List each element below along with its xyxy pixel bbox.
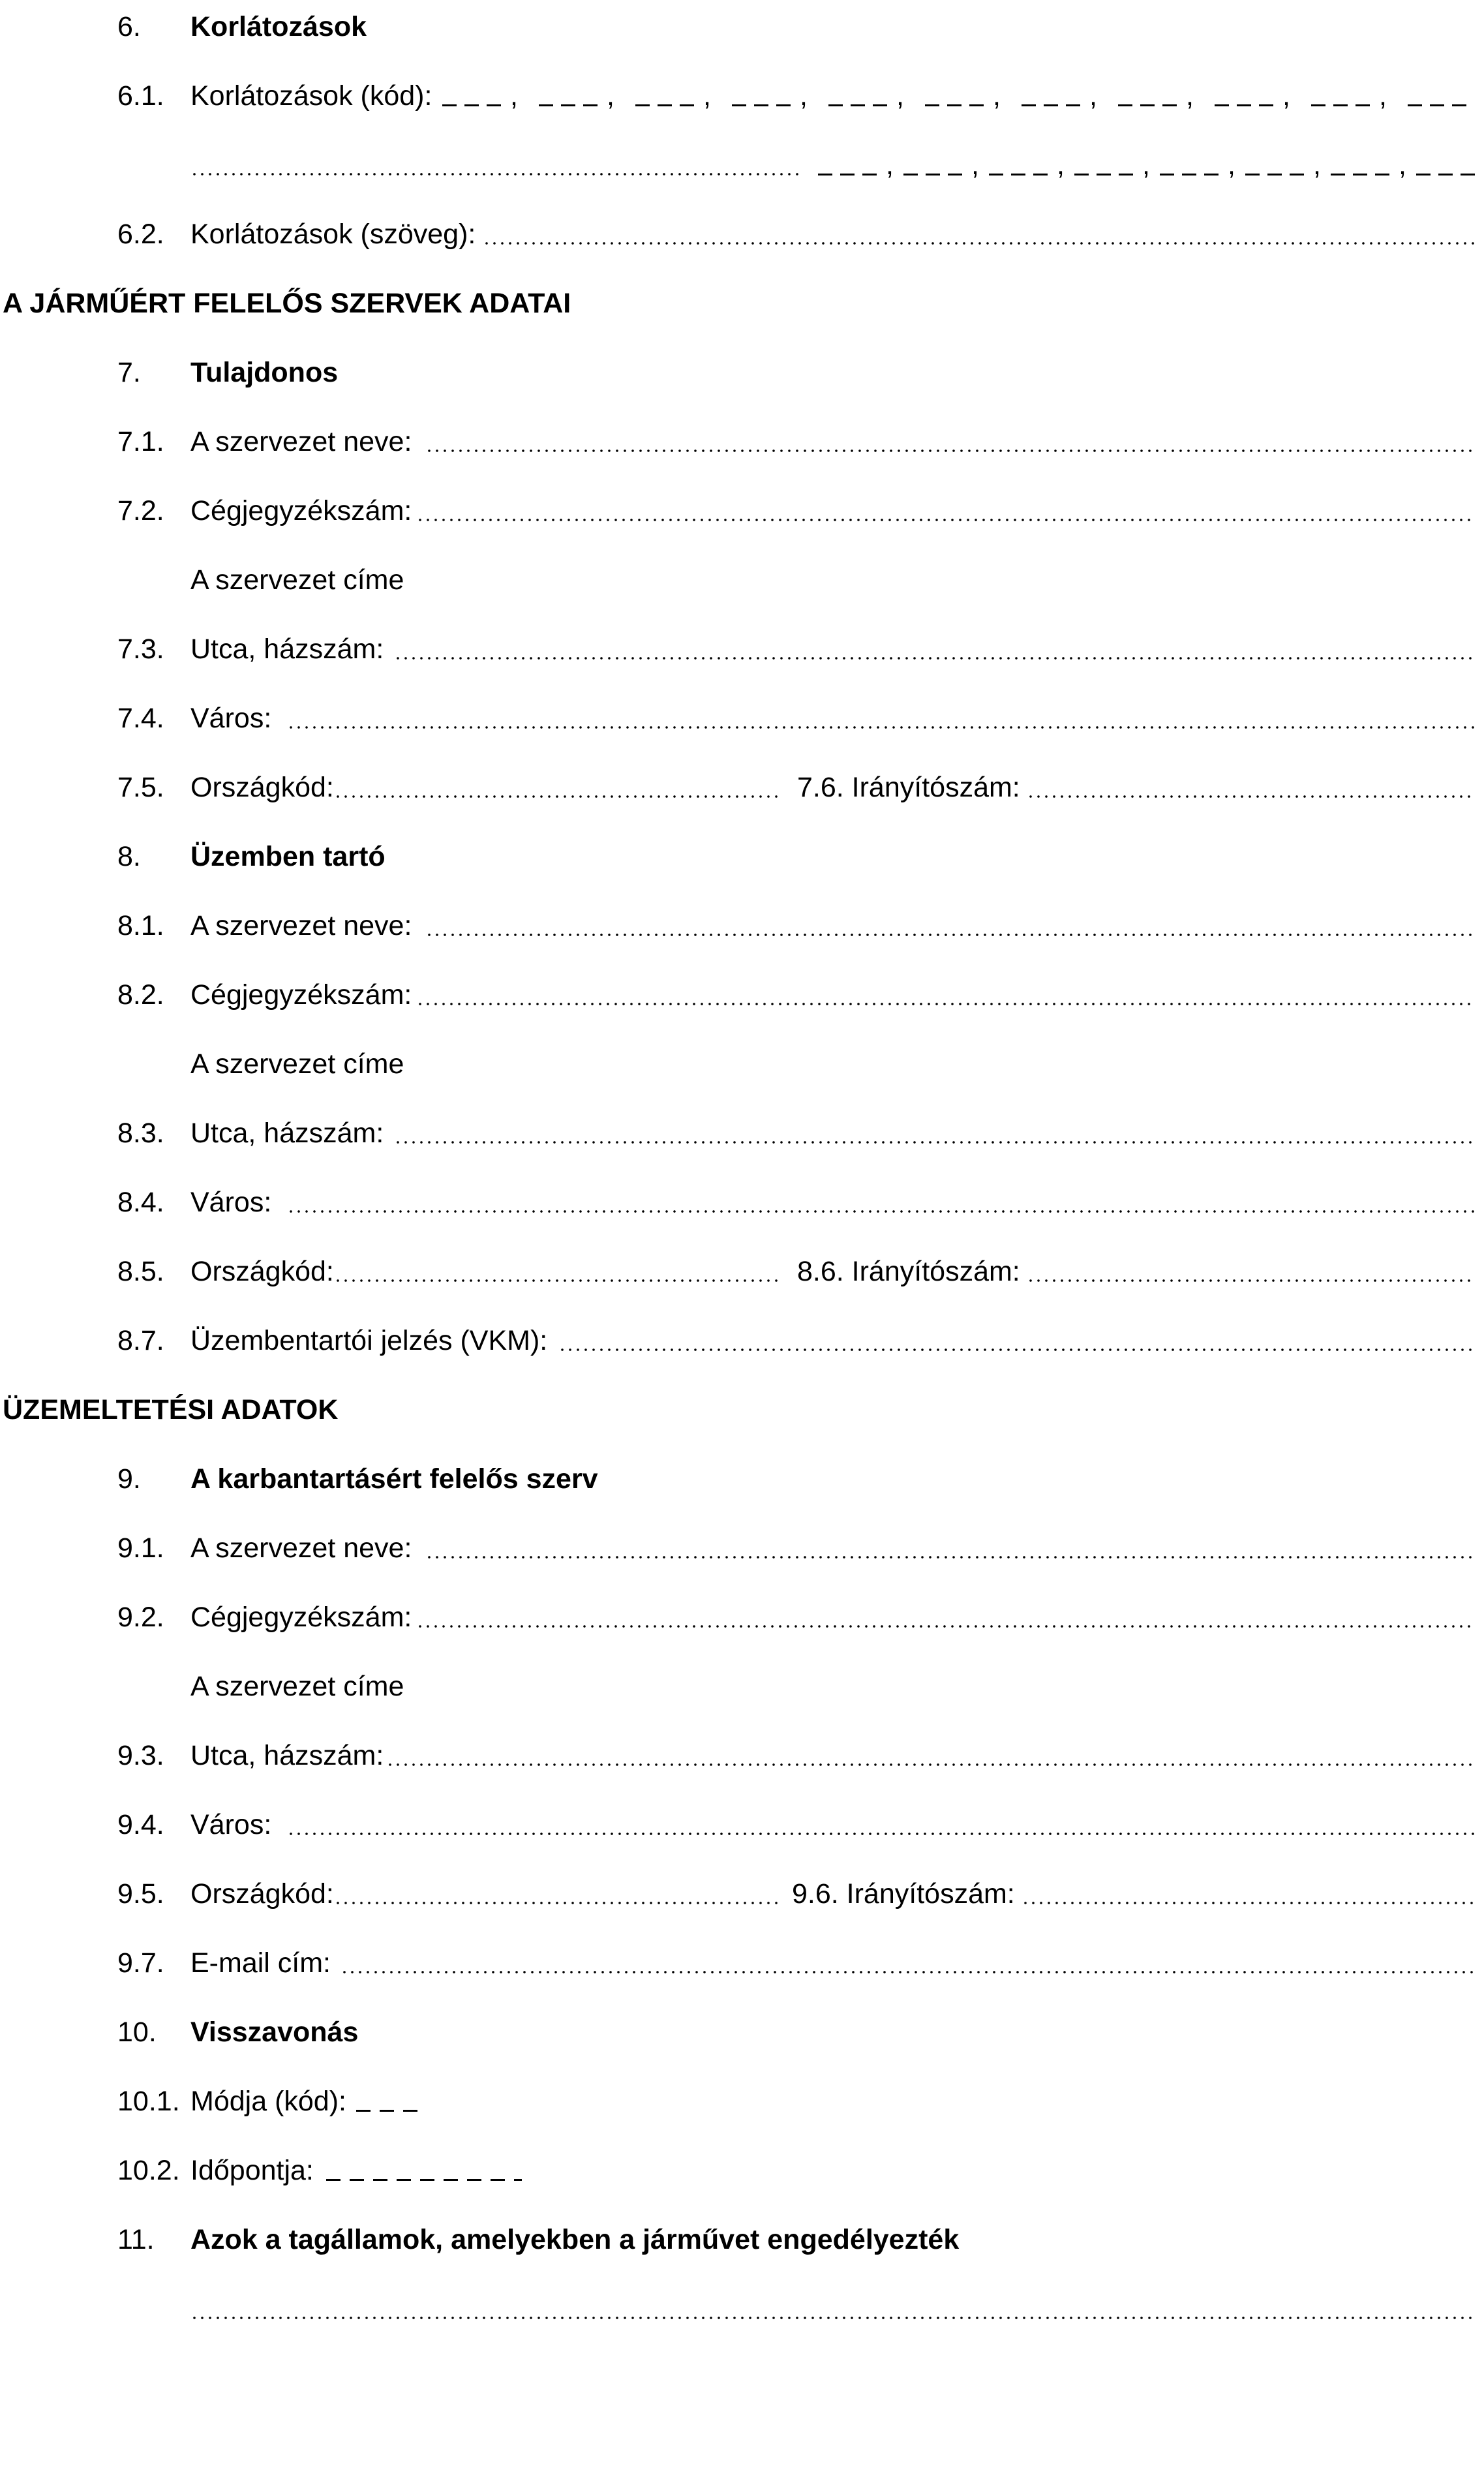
field-number: 8.4. <box>117 1187 164 1218</box>
section-heading-responsible-bodies <box>0 282 1484 325</box>
section-title: Tulajdonos <box>190 357 339 388</box>
field-8-2 <box>0 973 1484 1016</box>
field-label: 7.6. Irányítószám: <box>797 772 1020 803</box>
field-9-7 <box>0 1941 1484 1985</box>
section-number: 7. <box>117 357 141 388</box>
field-number: 8.2. <box>117 979 164 1011</box>
section-title: Azok a tagállamok, amelyekben a járművet engedélyezték <box>190 2224 960 2255</box>
field-number: 7.2. <box>117 495 164 526</box>
section-11-header <box>0 2218 1484 2261</box>
date-entry-dashes[interactable] <box>326 2179 522 2181</box>
field-10-2 <box>0 2149 1484 2192</box>
dotted-fill-line[interactable] <box>287 725 1474 729</box>
code-entry-dashes[interactable] <box>356 2110 423 2112</box>
field-label: 8.6. Irányítószám: <box>797 1256 1020 1287</box>
field-label: A szervezet neve: <box>190 1532 412 1564</box>
field-label: Utca, házszám: <box>190 1118 384 1149</box>
field-number: 9.2. <box>117 1602 164 1633</box>
field-label: A szervezet neve: <box>190 426 412 457</box>
field-label: Korlátozások (szöveg): <box>190 219 476 250</box>
field-number: 7.5. <box>117 772 164 803</box>
dotted-fill-line[interactable] <box>558 1348 1474 1352</box>
field-9-2 <box>0 1596 1484 1639</box>
section-6-header <box>0 5 1484 48</box>
field-label: Város: <box>190 1809 272 1840</box>
field-label: Módja (kód): <box>190 2086 346 2117</box>
field-8-3 <box>0 1112 1484 1155</box>
dotted-fill-line[interactable] <box>334 795 783 799</box>
section-number: 10. <box>117 2017 157 2048</box>
field-9-4 <box>0 1803 1484 1846</box>
section-title: Korlátozások <box>190 11 367 42</box>
field-label: Cégjegyzékszám: <box>190 979 412 1011</box>
dotted-fill-line[interactable] <box>334 1901 778 1905</box>
field-label: Utca, házszám: <box>190 1740 384 1771</box>
code-group-separator: , <box>1186 80 1194 112</box>
dotted-fill-line[interactable] <box>416 518 1474 522</box>
dotted-fill-line[interactable] <box>190 172 804 176</box>
field-8-4 <box>0 1181 1484 1224</box>
dotted-fill-line[interactable] <box>425 1555 1474 1559</box>
field-label: Országkód: <box>190 1256 334 1287</box>
field-number: 9.1. <box>117 1532 164 1564</box>
section-title: Visszavonás <box>190 2017 359 2048</box>
section-title: Üzemben tartó <box>190 841 386 872</box>
section-8-header <box>0 835 1484 878</box>
field-number: 9.4. <box>117 1809 164 1840</box>
field-label: Időpontja: <box>190 2155 314 2186</box>
dotted-fill-line[interactable] <box>394 1140 1474 1144</box>
field-number: 10.2. <box>117 2155 180 2186</box>
dotted-fill-line[interactable] <box>1027 795 1474 799</box>
section-number: 11. <box>117 2224 155 2255</box>
code-group-separator: , <box>1313 149 1321 181</box>
code-group-separator: , <box>1228 149 1235 181</box>
code-group-separator: , <box>1399 149 1406 181</box>
field-number: 7.1. <box>117 426 164 457</box>
dotted-fill-line[interactable] <box>1022 1901 1474 1905</box>
field-6-1-continued <box>0 144 1484 187</box>
dotted-fill-line[interactable] <box>386 1763 1474 1767</box>
code-group-separator: , <box>510 80 518 112</box>
field-number: 6.1. <box>117 80 164 112</box>
field-7-2 <box>0 489 1484 532</box>
address-label: A szervezet címe <box>190 1671 404 1702</box>
section-10-header <box>0 2011 1484 2054</box>
address-subheading <box>0 558 1484 601</box>
dotted-fill-line[interactable] <box>341 1970 1474 1974</box>
dotted-fill-line[interactable] <box>416 1002 1474 1006</box>
dotted-fill-line[interactable] <box>334 1279 783 1283</box>
field-8-1 <box>0 904 1484 947</box>
field-label: Cégjegyzékszám: <box>190 495 412 526</box>
field-label: 9.6. Irányítószám: <box>792 1878 1015 1910</box>
field-number: 7.4. <box>117 703 164 734</box>
field-number: 7.3. <box>117 633 164 665</box>
field-number: 8.5. <box>117 1256 164 1287</box>
code-group-separator: , <box>896 80 904 112</box>
field-number: 9.3. <box>117 1740 164 1771</box>
field-9-5-9-6 <box>0 1872 1484 1915</box>
dotted-fill-line[interactable] <box>287 1210 1474 1213</box>
field-7-1 <box>0 420 1484 463</box>
section-number: 6. <box>117 11 141 42</box>
field-number: 8.7. <box>117 1325 164 1356</box>
dotted-fill-line[interactable] <box>394 656 1474 660</box>
dotted-fill-line[interactable] <box>483 241 1474 245</box>
field-label: Korlátozások (kód): <box>190 80 432 112</box>
dotted-fill-line[interactable] <box>287 1832 1474 1836</box>
code-group-separator: , <box>1282 80 1290 112</box>
field-9-1 <box>0 1527 1484 1570</box>
code-group-separator: , <box>703 80 711 112</box>
field-number: 8.3. <box>117 1118 164 1149</box>
field-label: Utca, házszám: <box>190 633 384 665</box>
field-label: Cégjegyzékszám: <box>190 1602 412 1633</box>
section-heading: ÜZEMELTETÉSI ADATOK <box>3 1394 339 1425</box>
field-label: Országkód: <box>190 1878 334 1910</box>
dotted-fill-line[interactable] <box>416 1624 1474 1628</box>
code-group-separator: , <box>607 80 614 112</box>
code-group-separator: , <box>1142 149 1150 181</box>
field-6-1 <box>0 74 1484 117</box>
field-7-3 <box>0 628 1484 671</box>
field-7-4 <box>0 697 1484 740</box>
field-number: 9.5. <box>117 1878 164 1910</box>
field-label: A szervezet neve: <box>190 910 412 941</box>
address-label: A szervezet címe <box>190 1048 404 1080</box>
field-number: 8.1. <box>117 910 164 941</box>
dotted-fill-line[interactable] <box>190 2316 1474 2320</box>
field-label: Város: <box>190 703 272 734</box>
field-8-5-8-6 <box>0 1250 1484 1293</box>
dotted-fill-line[interactable] <box>425 449 1474 453</box>
section-9-header <box>0 1457 1484 1500</box>
field-number: 9.7. <box>117 1947 164 1979</box>
field-9-3 <box>0 1734 1484 1777</box>
field-number: 10.1. <box>117 2086 180 2117</box>
field-number: 6.2. <box>117 219 164 250</box>
address-subheading <box>0 1043 1484 1086</box>
code-group-separator: , <box>993 80 1001 112</box>
field-label: Országkód: <box>190 772 334 803</box>
code-group-separator: , <box>800 80 808 112</box>
dotted-fill-line[interactable] <box>425 933 1474 937</box>
dotted-fill-line[interactable] <box>1027 1279 1474 1283</box>
section-7-header <box>0 351 1484 394</box>
field-label: E-mail cím: <box>190 1947 331 1979</box>
field-label: Város: <box>190 1187 272 1218</box>
field-11-entry <box>0 2287 1484 2330</box>
section-number: 9. <box>117 1463 141 1495</box>
code-group-separator: , <box>971 149 979 181</box>
code-group-separator: , <box>1057 149 1065 181</box>
section-number: 8. <box>117 841 141 872</box>
code-group-separator: , <box>886 149 894 181</box>
code-group-separator: , <box>1379 80 1387 112</box>
field-10-1 <box>0 2080 1484 2123</box>
address-label: A szervezet címe <box>190 564 404 596</box>
section-title: A karbantartásért felelős szerv <box>190 1463 598 1495</box>
section-heading-operating-data <box>0 1388 1484 1431</box>
field-8-7 <box>0 1319 1484 1362</box>
address-subheading <box>0 1665 1484 1708</box>
code-group-separator: , <box>1089 80 1097 112</box>
field-6-2 <box>0 213 1484 256</box>
section-heading: A JÁRMŰÉRT FELELŐS SZERVEK ADATAI <box>3 288 571 319</box>
field-label: Üzembentartói jelzés (VKM): <box>190 1325 548 1356</box>
field-7-5-7-6 <box>0 766 1484 809</box>
